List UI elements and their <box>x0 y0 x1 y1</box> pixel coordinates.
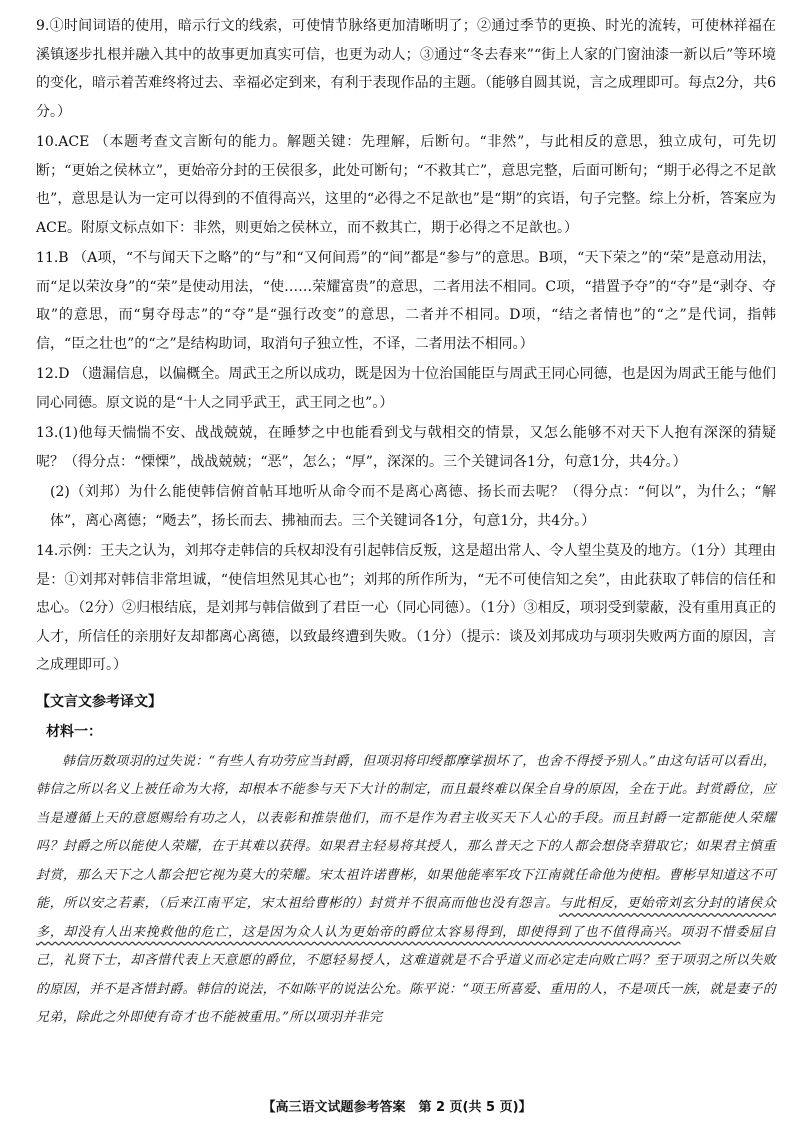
translation-section-title: 【文言文参考译文】 <box>36 693 162 710</box>
translation-part1: 韩信历数项羽的过失说：“有些人有功劳应当封爵，但项羽将印绶都摩挲损坏了，也舍不得授予别人。”由这句话可以看出，韩信之所以名义上被任命为大将，却根本不能参与天下大计的制定，而且最终难以保全自身的原因，全在于此。封赏爵位，应当是遵循上天的意愿赐给有功之人，以表彰和推崇他们，而不是作为君主收买天下人心的手段。而且封爵一定都能使人荣耀吗？封爵之所以能使人荣耀，在于其难以获得。如果君主轻易将其授人，那么普天之下的人都会想侥幸猎取它；如果君主慎重封赏，那么天下之人都会把它视为莫大的荣耀。宋太祖许诺曹彬，如果他能率军攻下江南就任命他为使相。曹彬早知道这不可能，所以安之若素，（后来江南平定，宋太祖给曹彬的）封赏并不很高而他也没有怨言。 <box>36 753 776 911</box>
answer-q10: 10.ACE （本题考查文言断句的能力。解题关键：先理解，后断句。“非然”，与此相反的意思，独立成句，可先切断；“更始之侯林立”，更始帝分封的王侯很多，此处可断句；“不救其亡”，意思完整，后面可断句；“期于必得之不足歆也”，意思是认为一定可以得到的不值得高兴，这里的“必得之不足歆也”是“期”的宾语，句子完整。综上分析，答案应为ACE。附原文标点如下：非然，则更始之侯林立，而不救其亡，期于必得之不足歆也。） <box>36 134 776 236</box>
answer-q13-part1: 13.(1)他每天惴惴不安、战战兢兢，在睡梦之中也能看到戈与戟相交的情景，又怎么能够不对天下人抱有深深的猜疑呢？（得分点：“慄慄”，战战兢兢；“恶”，怎么；“厚”，深深的。三个关键词各1分，句意1分，共4分。） <box>36 425 776 470</box>
material-one-title: 材料一： <box>46 723 102 740</box>
answer-q12: 12.D （遗漏信息，以偏概全。周武王之所以成功，既是因为十位治国能臣与周武王同心同德，也是因为周武王能与他们同心同德。原文说的是“十人之同乎武王，武王同之也”。） <box>36 366 776 411</box>
answer-q11: 11.B （A项，“不与闻天下之略”的“与”和“又何间焉”的“间”都是“参与”的意思。B项，“天下荣之”的“荣”是意动用法，而“足以荣汝身”的“荣”是使动用法，“使……荣耀富贵”的意思，二者用法不相同。C项，“措置予夺”的“夺”是“剥夺、夺取”的意思，而“舅夺母志”的“夺”是“强行改变”的意思，二者并不相同。D项，“结之者情也”的“之”是代词，指韩信，“臣之壮也”的“之”是结构助词，取消句子独立性，不译，二者用法不相同。） <box>36 250 776 352</box>
answer-q9: 9.①时间词语的使用，暗示行文的线索，可使情节脉络更加清晰明了；②通过季节的更换、时光的流转，可使林祥福在溪镇逐步扎根并融入其中的故事更加真实可信，也更为动人；③通过“冬去春来”“街上人家的门窗油漆一新以后”等环境的变化，暗示着苦难终将过去、幸福必定到来，有利于表现作品的主题。（能够自圆其说，言之成理即可。每点2分，共6分。） <box>36 18 776 120</box>
translation-paragraph <box>36 748 776 1033</box>
answer-q14: 14.示例：王夫之认为，刘邦夺走韩信的兵权却没有引起韩信反叛，这是超出常人、令人望尘莫及的地方。（1分）其理由是：①刘邦对韩信非常坦诚，“使信坦然见其心也”；刘邦的所作所为，“无不可使信知之矣”，由此获取了韩信的信任和忠心。（2分）②归根结底，是刘邦与韩信做到了君臣一心（同心同德）。（1分）③相反，项羽受到蒙蔽，没有重用真正的人才，所信任的亲朋好友却都离心离德，以致最终遭到失败。（1分）（提示：谈及刘邦成功与项羽失败两方面的原因，言之成理即可。） <box>36 543 776 673</box>
translation-underlined: 与此相反，更始帝刘玄分封的诸侯众多，却没有人出来挽救他的危亡，这是因为众人认为更始帝的爵位太容易得到，即使得到了也不值得高兴。 <box>36 896 776 940</box>
page-content <box>36 12 776 1033</box>
answer-q13-part2: (2)（刘邦）为什么能使韩信俯首帖耳地听从命令而不是离心离德、扬长而去呢？（得分点：“何以”，为什么；“解体”，离心离德；“飏去”，扬长而去、拂袖而去。三个关键词各1分，句意1分，共4分。） <box>50 484 776 529</box>
translation-part2: 项羽不惜委屈自己，礼贤下士，却吝惜代表上天意愿的爵位，不愿轻易授人，这难道就是不合乎道义而必定走向败亡吗？至于项羽之所以失败的原因，并不是吝惜封爵。韩信的说法，不如陈平的说法公允。陈平说：“项王所喜爱、重用的人，不是项氏一族，就是妻子的兄弟，除此之外即使有奇才也不能被重用。”所以项羽并非完 <box>36 924 776 1025</box>
page-footer: 【高三语文试题参考答案 第 2 页(共 5 页)】 <box>262 1100 532 1115</box>
